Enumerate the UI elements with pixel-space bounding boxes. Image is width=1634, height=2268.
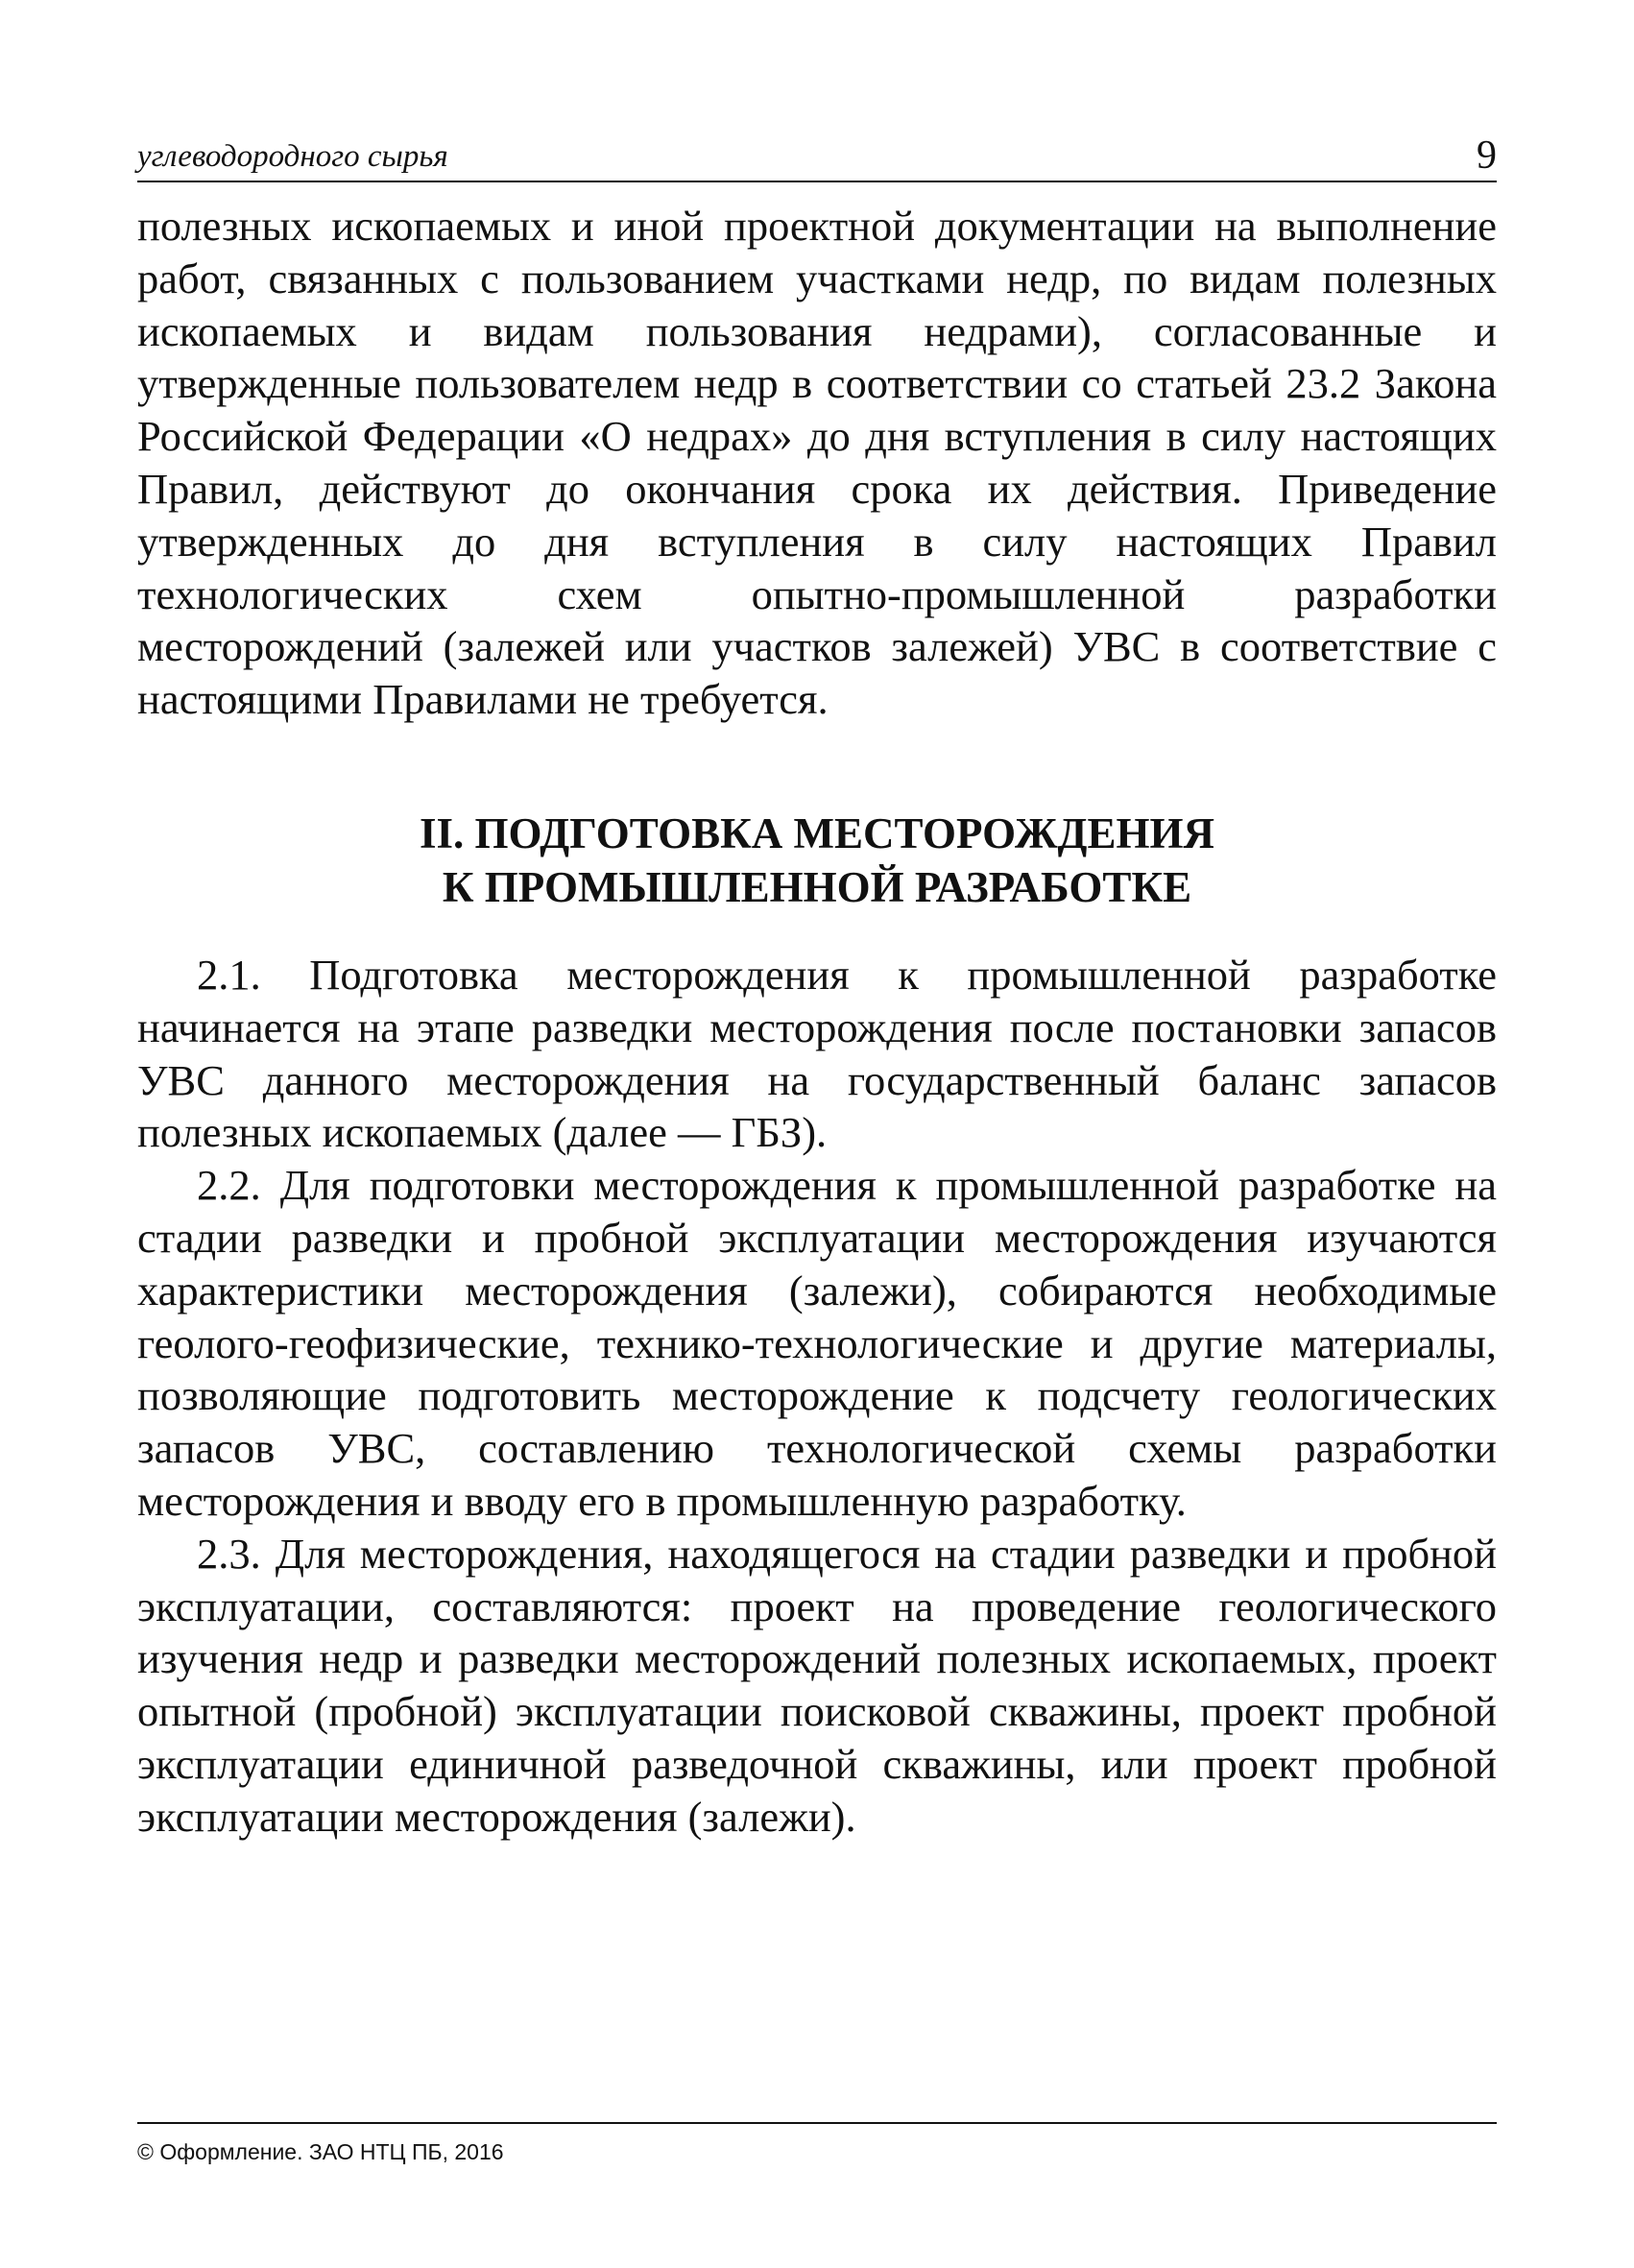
paragraph-2-1: 2.1. Подготовка месторождения к промышленной разработке начинается на этапе разведки месторождения после постановки запасов УВС данного месторождения на государственный баланс запасов полезных ископаемых (далее — ГБЗ).: [137, 950, 1497, 1157]
running-title: углеводородного сырья: [137, 139, 448, 174]
section-heading-line-1: II. ПОДГОТОВКА МЕСТОРОЖДЕНИЯ: [419, 808, 1215, 857]
running-header: [137, 123, 1497, 182]
page-number: 9: [1477, 133, 1497, 178]
section-heading: [137, 807, 1497, 914]
section-heading-line-2: К ПРОМЫШЛЕННОЙ РАЗРАБОТКЕ: [442, 862, 1192, 911]
body-text: [137, 200, 1497, 1844]
paragraph-2-3: 2.3. Для месторождения, находящегося на стадии разведки и пробной эксплуатации, составляются: проект на проведение геологического изучения недр и разведки месторождений полезных ископаемых, проект опытной (пробной) эксплуатации поисковой скважины, проект пробной эксплуатации единичной разведочной скважины, или проект пробной эксплуатации месторождения (залежи).: [137, 1529, 1497, 1841]
footer-copyright: © Оформление. ЗАО НТЦ ПБ, 2016: [137, 2122, 1497, 2165]
document-page: [137, 0, 1497, 2268]
paragraph-2-2: 2.2. Для подготовки месторождения к промышленной разработке на стадии разведки и пробной эксплуатации месторождения изучаются характеристики месторождения (залежи), собираются необходимые геолого-геофизические, технико-технологические и другие материалы, позволяющие подготовить месторождение к подсчету геологических запасов УВС, составлению технологической схемы разработки месторождения и вводу его в промышленную разработку.: [137, 1161, 1497, 1525]
intro-paragraph: полезных ископаемых и иной проектной документации на выполнение работ, связанных с пользованием участками недр, по видам полезных ископаемых и видам пользования недрами), согласованные и утвержденные пользователем недр в соответствии со статьей 23.2 Закона Российской Федерации «О недрах» до дня вступления в силу настоящих Правил, действуют до окончания срока их действия. Приведение утвержденных до дня вступления в силу настоящих Правил технологических схем опытно-промышленной разработки месторождений (залежей или участков залежей) УВС в соответствие с настоящими Правилами не требуется.: [137, 202, 1497, 724]
